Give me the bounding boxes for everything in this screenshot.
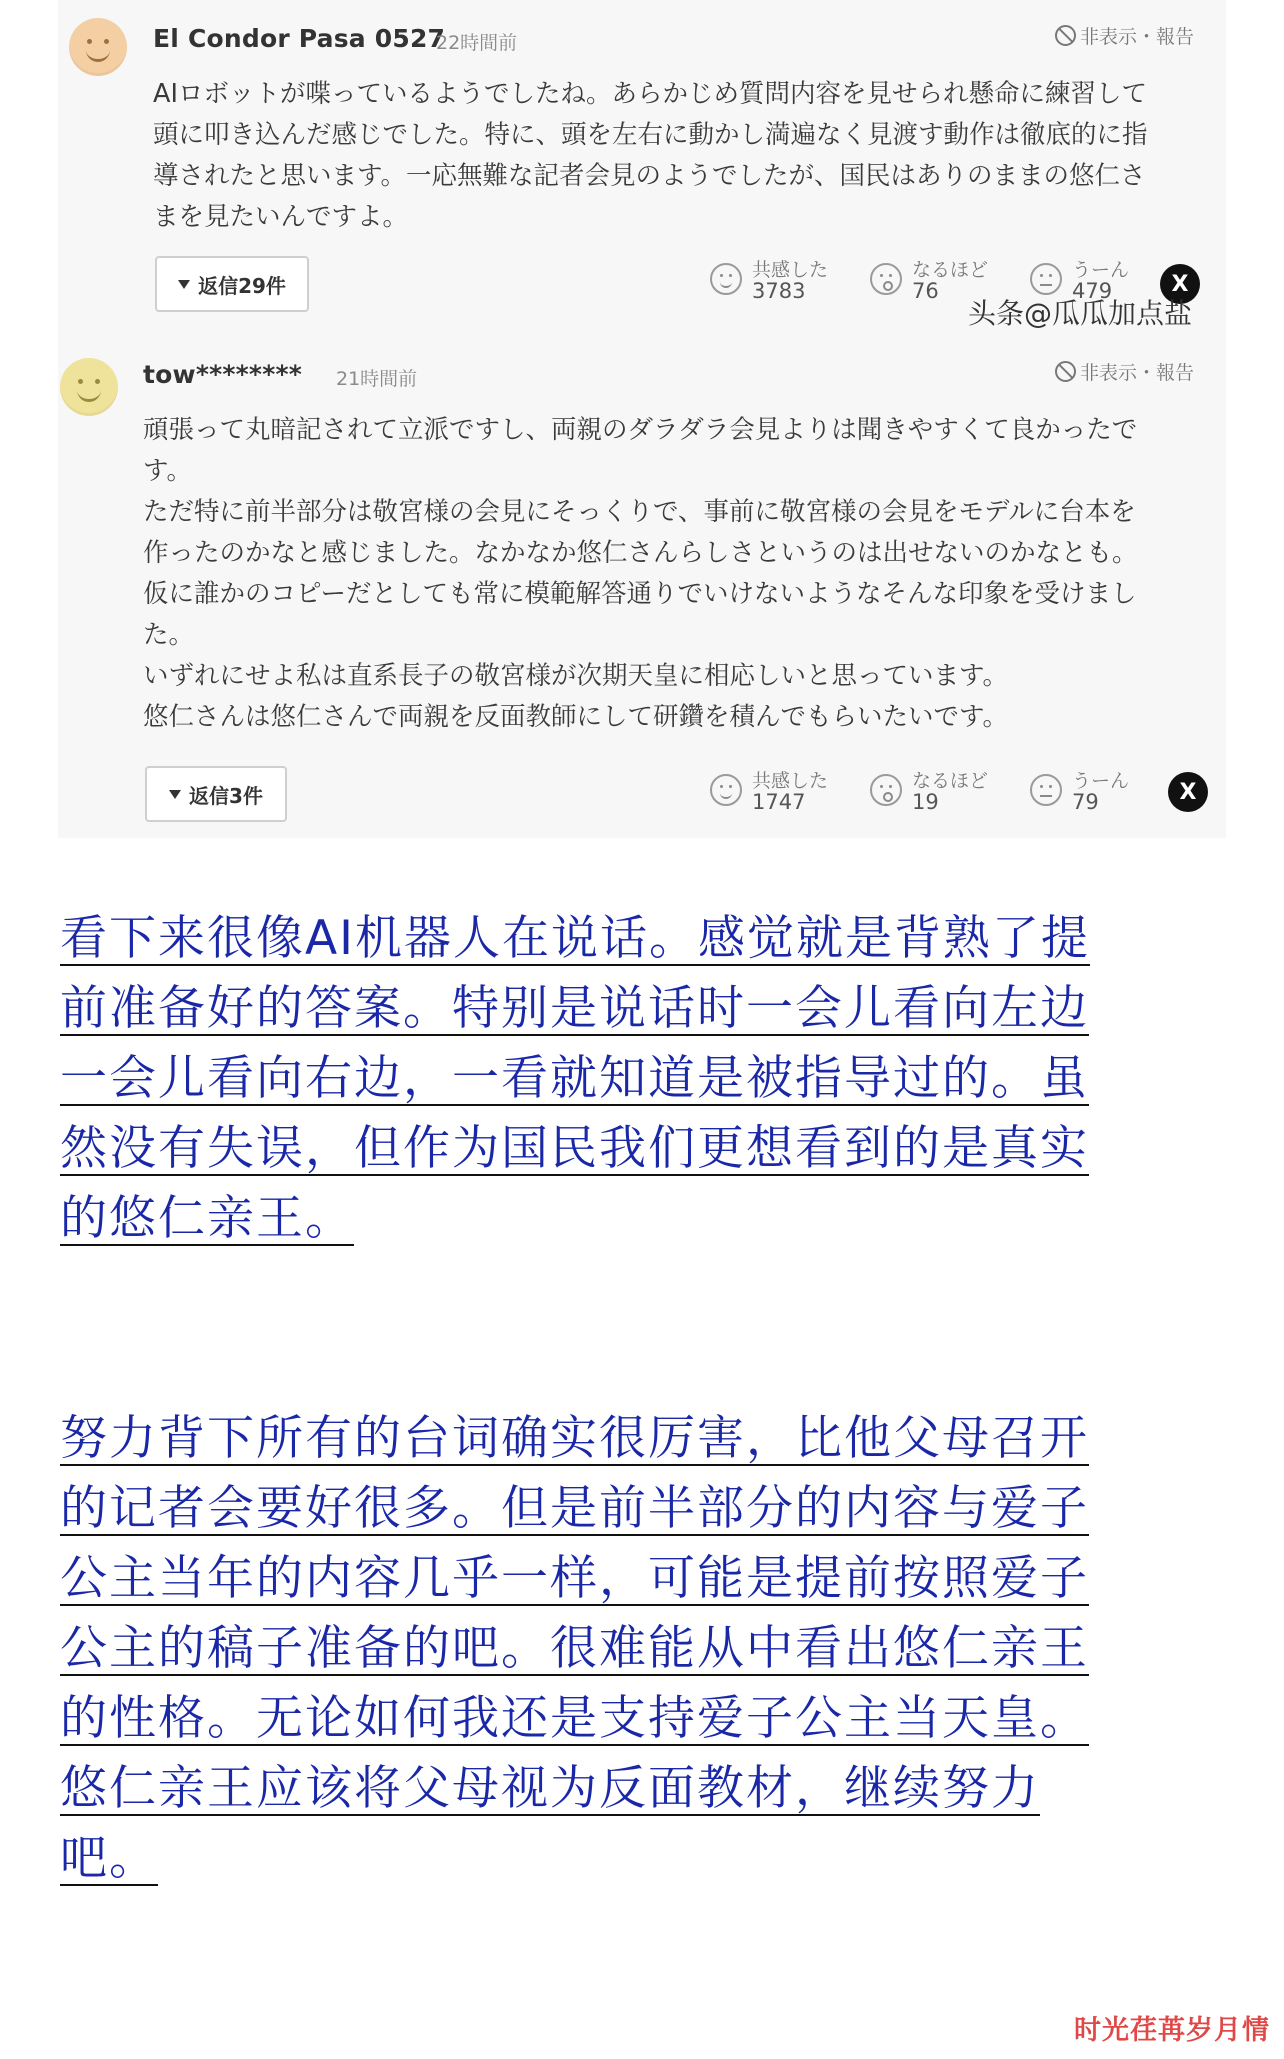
comment-line: まを見たいんですよ。 xyxy=(153,202,409,232)
comment-line: ただ特に前半部分は敬宮様の会見にそっくりで、事前に敬宮様の会見をモデルに台本を xyxy=(143,497,1136,527)
translation-line: 然没有失误，但作为国民我们更想看到的是真实 xyxy=(60,1121,1089,1176)
replies-button[interactable] xyxy=(145,766,287,822)
neutral-icon xyxy=(1030,774,1062,806)
comment-text xyxy=(153,74,1148,238)
reaction-label: なるほど xyxy=(912,770,989,792)
translation-line: 努力背下所有的台词确实很厉害，比他父母召开 xyxy=(60,1411,1089,1466)
translation-line: 的悠仁亲王。 xyxy=(60,1191,354,1246)
comment-time: 21時間前 xyxy=(336,368,418,390)
watermark: 时光荏苒岁月情 xyxy=(1074,2015,1270,2046)
smile-icon xyxy=(710,263,742,295)
reaction-label: なるほど xyxy=(912,259,989,281)
comment-line: 悠仁さんは悠仁さんで両親を反面教師にして研鑽を積んでもらいたいです。 xyxy=(143,702,1008,732)
comment-line: 導されたと思います。一応無難な記者会見のようでしたが、国民はありのままの悠仁さ xyxy=(153,161,1146,191)
comment-time: 22時間前 xyxy=(436,32,518,54)
reaction-label: うーん xyxy=(1072,259,1130,281)
watermark: 头条@瓜瓜加点盐 xyxy=(968,297,1193,330)
reaction-label: 共感した xyxy=(752,770,829,792)
reaction-count: 479 xyxy=(1072,279,1113,303)
translation-line: 的记者会要好很多。但是前半部分的内容与爱子 xyxy=(60,1481,1089,1536)
block-icon xyxy=(1055,25,1076,46)
comment-line: 頭に叩き込んだ感じでした。特に、頭を左右に動かし満遍なく見渡す動作は徹底的に指 xyxy=(153,120,1148,150)
reaction-count: 19 xyxy=(912,790,939,814)
reaction-count: 3783 xyxy=(752,279,806,303)
comment-line: 作ったのかなと感じました。なかなか悠仁さんらしさというのは出せないのかなとも。 xyxy=(143,538,1138,568)
comment-card xyxy=(58,338,1226,838)
username[interactable]: El Condor Pasa 0527 xyxy=(153,24,446,53)
comment-line: いずれにせよ私は直系長子の敬宮様が次期天皇に相応しいと思っています。 xyxy=(143,661,1008,691)
replies-button[interactable] xyxy=(155,256,309,312)
x-logo-icon[interactable]: X xyxy=(1168,772,1208,812)
comment-line: AIロボットが喋っているようでしたね。あらかじめ質問内容を見せられ懸命に練習して xyxy=(153,79,1147,109)
replies-label: 返信3件 xyxy=(189,783,263,808)
hide-report-link[interactable] xyxy=(1055,22,1194,49)
neutral-icon xyxy=(1030,263,1062,295)
block-icon xyxy=(1055,361,1076,382)
translation-line: 吧。 xyxy=(60,1831,158,1886)
smile-icon xyxy=(710,774,742,806)
translation-line: 公主的稿子准备的吧。很难能从中看出悠仁亲王 xyxy=(60,1621,1089,1676)
hide-report-link[interactable] xyxy=(1055,358,1194,385)
comment-text xyxy=(143,410,1138,738)
translation-line: 的性格。无论如何我还是支持爱子公主当天皇。 xyxy=(60,1691,1089,1746)
reaction-label: うーん xyxy=(1072,770,1130,792)
comment-line: 頑張って丸暗記されて立派ですし、両親のダラダラ会見よりは聞きやすくて良かったで xyxy=(143,415,1138,445)
translation-paragraph xyxy=(60,1404,1089,1894)
comment-card xyxy=(58,0,1226,338)
surprised-icon xyxy=(870,774,902,806)
caret-down-icon xyxy=(178,280,190,289)
translation-line: 悠仁亲王应该将父母视为反面教材，继续努力 xyxy=(60,1761,1040,1816)
surprised-icon xyxy=(870,263,902,295)
reaction-label: 共感した xyxy=(752,259,829,281)
translation-line: 看下来很像AI机器人在说话。感觉就是背熟了提 xyxy=(60,911,1091,966)
reaction-count: 79 xyxy=(1072,790,1099,814)
replies-label: 返信29件 xyxy=(198,273,286,298)
comment-line: す。 xyxy=(143,456,192,486)
avatar[interactable] xyxy=(60,358,118,416)
comment-line: た。 xyxy=(143,620,195,650)
translation-line: 前准备好的答案。特别是说话时一会儿看向左边 xyxy=(60,981,1089,1036)
hide-report-label: 非表示・報告 xyxy=(1080,362,1195,384)
reaction-count: 1747 xyxy=(752,790,806,814)
comment-line: 仮に誰かのコピーだとしても常に模範解答通りでいけないようなそんな印象を受けまし xyxy=(143,579,1137,609)
translation-paragraph xyxy=(60,904,1090,1254)
reaction-count: 76 xyxy=(912,279,939,303)
x-logo-icon[interactable]: X xyxy=(1160,264,1200,304)
username[interactable]: tow******** xyxy=(143,360,303,389)
translation-line: 公主当年的内容几乎一样，可能是提前按照爱子 xyxy=(60,1551,1089,1606)
translation-line: 一会儿看向右边，一看就知道是被指导过的。虽 xyxy=(60,1051,1089,1106)
hide-report-label: 非表示・報告 xyxy=(1080,26,1195,48)
avatar[interactable] xyxy=(69,18,127,76)
caret-down-icon xyxy=(169,790,181,799)
